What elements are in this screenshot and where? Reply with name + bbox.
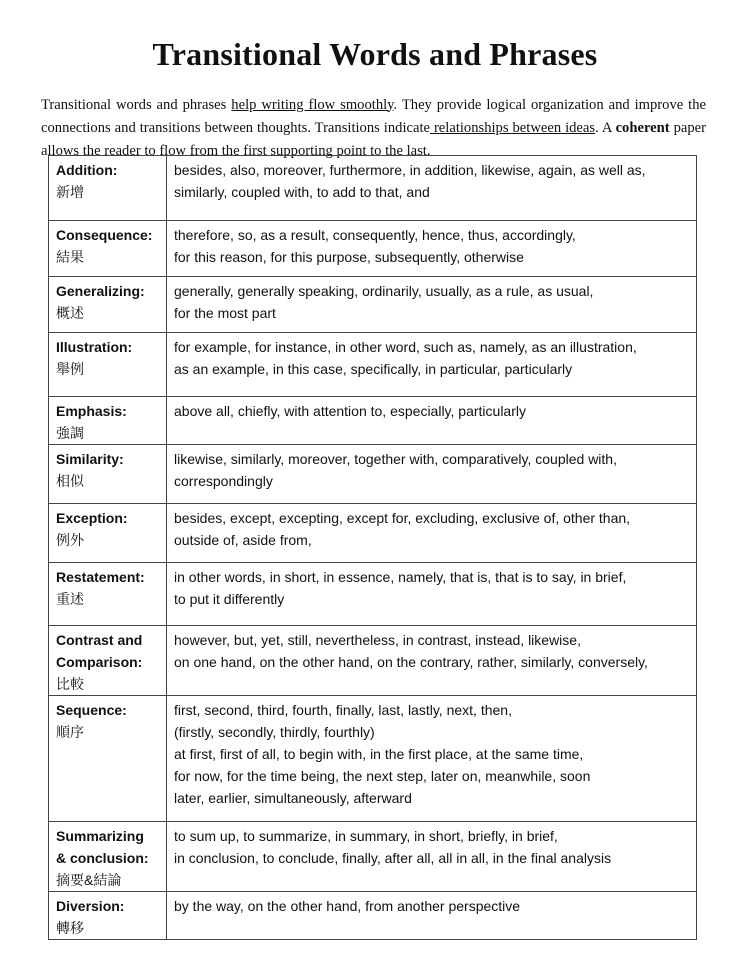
phrases-cell — [167, 504, 697, 563]
category-chinese: 舉例 — [56, 361, 84, 377]
category-label: Contrast and — [56, 632, 143, 648]
category-chinese: 摘要&結論 — [56, 872, 122, 888]
category-label: Sequence: — [56, 702, 127, 718]
intro-text: Transitional words and phrases — [41, 96, 232, 113]
phrases-cell — [167, 277, 697, 333]
intro-text: . They provide logical organization and improve the connections and transitions between thoughts. Transitions indicate — [41, 96, 707, 136]
phrases-line: for now, for the time being, the next step, later on, meanwhile, soon — [174, 768, 591, 784]
phrases-line: besides, also, moreover, furthermore, in addition, likewise, again, as well as, — [174, 162, 646, 178]
phrases-cell — [167, 892, 697, 940]
category-chinese: 相似 — [56, 473, 84, 489]
category-chinese: 強調 — [56, 425, 84, 441]
table-row — [49, 822, 697, 892]
category-cell — [49, 277, 167, 333]
phrases-cell — [167, 156, 697, 221]
table-row — [49, 277, 697, 333]
category-chinese: 順序 — [56, 724, 84, 740]
table-row — [49, 563, 697, 626]
phrases-line: at first, first of all, to begin with, in the first place, at the same time, — [174, 746, 584, 762]
intro-bold: coherent — [615, 119, 670, 136]
category-chinese: 轉移 — [56, 920, 84, 936]
phrases-line: in conclusion, to conclude, finally, after all, all in all, in the final analysis — [174, 850, 612, 866]
intro-paragraph — [41, 94, 706, 163]
phrases-cell — [167, 221, 697, 277]
category-label: Summarizing — [56, 828, 144, 844]
category-label: Addition: — [56, 162, 118, 178]
category-label: Emphasis: — [56, 403, 127, 419]
category-label: Illustration: — [56, 339, 133, 355]
phrases-line: (firstly, secondly, thirdly, fourthly) — [174, 724, 375, 740]
category-cell — [49, 626, 167, 696]
phrases-line: in other words, in short, in essence, namely, that is, that is to say, in brief, — [174, 569, 627, 585]
phrases-line: however, but, yet, still, nevertheless, in contrast, instead, likewise, — [174, 632, 581, 648]
phrases-cell — [167, 696, 697, 822]
phrases-line: as an example, in this case, specifically, in particular, particularly — [174, 361, 573, 377]
phrases-line: similarly, coupled with, to add to that, and — [174, 184, 430, 200]
category-label: Comparison: — [56, 654, 143, 670]
category-label: Diversion: — [56, 898, 125, 914]
phrases-cell — [167, 333, 697, 397]
category-cell — [49, 563, 167, 626]
category-cell — [49, 696, 167, 822]
phrases-line: besides, except, excepting, except for, excluding, exclusive of, other than, — [174, 510, 631, 526]
phrases-cell — [167, 626, 697, 696]
category-chinese: 結果 — [56, 249, 84, 265]
category-label: Generalizing: — [56, 283, 145, 299]
phrases-cell — [167, 445, 697, 504]
phrases-line: to sum up, to summarize, in summary, in short, briefly, in brief, — [174, 828, 558, 844]
intro-underline: help writing flow smoothly — [231, 96, 394, 113]
category-chinese: 概述 — [56, 305, 84, 321]
phrases-cell — [167, 822, 697, 892]
category-label: Exception: — [56, 510, 128, 526]
category-cell — [49, 397, 167, 445]
phrases-line: therefore, so, as a result, consequently, hence, thus, accordingly, — [174, 227, 576, 243]
phrases-line: above all, chiefly, with attention to, especially, particularly — [174, 403, 526, 419]
table-row — [49, 156, 697, 221]
category-cell — [49, 445, 167, 504]
category-cell — [49, 333, 167, 397]
category-chinese: 重述 — [56, 591, 84, 607]
phrases-line: to put it differently — [174, 591, 285, 607]
category-cell — [49, 892, 167, 940]
intro-text: . A — [595, 119, 616, 136]
table-row — [49, 221, 697, 277]
phrases-line: on one hand, on the other hand, on the contrary, rather, similarly, conversely, — [174, 654, 648, 670]
category-cell — [49, 504, 167, 563]
table-row — [49, 397, 697, 445]
phrases-line: for this reason, for this purpose, subsequently, otherwise — [174, 249, 524, 265]
intro-text: paper allows the reader to flow from the first supporting point to the last. — [41, 119, 706, 159]
intro-underline: relationships between ideas — [429, 119, 596, 136]
table-row — [49, 626, 697, 696]
phrases-line: generally, generally speaking, ordinarily, usually, as a rule, as usual, — [174, 283, 594, 299]
table-row — [49, 892, 697, 940]
phrases-line: first, second, third, fourth, finally, last, lastly, next, then, — [174, 702, 512, 718]
phrases-line: by the way, on the other hand, from another perspective — [174, 898, 521, 914]
phrases-cell — [167, 397, 697, 445]
phrases-line: likewise, similarly, moreover, together with, comparatively, coupled with, — [174, 451, 617, 467]
category-chinese: 新增 — [56, 184, 84, 200]
category-chinese: 比較 — [56, 676, 84, 692]
category-cell — [49, 221, 167, 277]
category-cell — [49, 156, 167, 221]
page-title: Transitional Words and Phrases — [152, 36, 598, 72]
table-row — [49, 445, 697, 504]
phrases-line: outside of, aside from, — [174, 532, 312, 548]
phrases-line: correspondingly — [174, 473, 273, 489]
phrases-line: for example, for instance, in other word, such as, namely, as an illustration, — [174, 339, 637, 355]
category-label: & conclusion: — [56, 850, 149, 866]
phrases-line: later, earlier, simultaneously, afterward — [174, 790, 412, 806]
category-chinese: 例外 — [56, 532, 84, 548]
category-label: Consequence: — [56, 227, 153, 243]
table-row — [49, 504, 697, 563]
table-row — [49, 333, 697, 397]
category-label: Similarity: — [56, 451, 124, 467]
transitions-table — [48, 155, 697, 940]
phrases-line: for the most part — [174, 305, 276, 321]
category-label: Restatement: — [56, 569, 145, 585]
category-cell — [49, 822, 167, 892]
phrases-cell — [167, 563, 697, 626]
table-row — [49, 696, 697, 822]
